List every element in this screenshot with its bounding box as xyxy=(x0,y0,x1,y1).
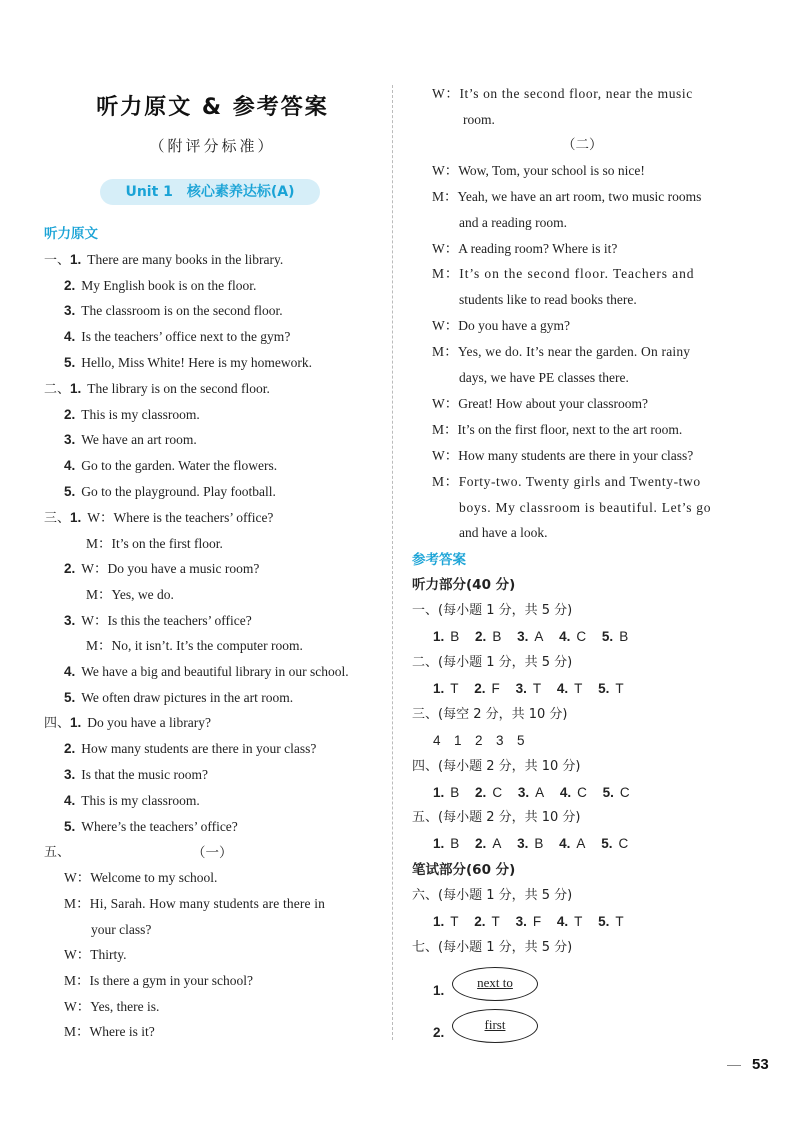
listening-header: 听力原文 xyxy=(44,226,98,242)
dialogue-line: boys. My classroom is beautiful. Let’s go xyxy=(459,500,712,515)
list-item: 3. We have an art room. xyxy=(64,432,197,447)
answer-section-lead: 六、(每小题 1 分，共 5 分) xyxy=(412,888,573,903)
part-label: （一） xyxy=(192,845,233,860)
dialogue-line: M：It’s on the first floor. xyxy=(86,536,223,551)
dialogue-line: M：Yes, we do. It’s near the garden. On rainy xyxy=(432,344,691,359)
answer-section-lead: 七、(每小题 1 分，共 5 分) xyxy=(412,940,573,955)
dialogue-line: M：Is there a gym in your school? xyxy=(64,973,253,988)
dialogue-line: W：Welcome to my school. xyxy=(64,870,218,885)
answer-section-lead: 一、(每小题 1 分，共 5 分) xyxy=(412,603,573,618)
dialogue-line: and have a look. xyxy=(459,525,548,540)
answer-section-lead: 二、(每小题 1 分，共 5 分) xyxy=(412,655,573,670)
answer-row: 1. B 2. A 3. B 4. A 5. C xyxy=(433,836,629,851)
list-item: 5. Where’s the teachers’ office? xyxy=(64,819,238,834)
dialogue-line: M：Forty-two. Twenty girls and Twenty-two xyxy=(432,474,701,489)
dialogue-line: M：It’s on the second floor. Teachers and xyxy=(432,266,695,281)
dialogue-line: W：Yes, there is. xyxy=(64,999,160,1014)
writing-part-label: 笔试部分(60 分) xyxy=(412,862,516,878)
dialogue-line: and a reading room. xyxy=(459,215,567,230)
list-item: 4. Is the teachers’ office next to the gym? xyxy=(64,329,291,344)
part-label: （二） xyxy=(562,137,603,152)
answer-row: 1. T 2. F 3. T 4. T 5. T xyxy=(433,681,624,696)
answer-number: 2. xyxy=(433,1025,445,1040)
list-item: 4. Go to the garden. Water the flowers. xyxy=(64,458,278,473)
answer-row: 1. B 2. B 3. A 4. C 5. B xyxy=(433,629,629,644)
section-lead: 五、 xyxy=(44,845,71,860)
page-number-dash xyxy=(727,1065,741,1066)
dialogue-line: W：Wow, Tom, your school is so nice! xyxy=(432,163,645,178)
list-item: 2. How many students are there in your class? xyxy=(64,741,317,756)
dialogue-line: W：Great! How about your classroom? xyxy=(432,396,648,411)
answer-oval: next to xyxy=(452,967,538,1001)
list-item: 3. The classroom is on the second floor. xyxy=(64,303,283,318)
dialogue-line: M：Yes, we do. xyxy=(86,587,174,602)
answer-oval: first xyxy=(452,1009,538,1043)
dialogue-line: room. xyxy=(463,112,495,127)
dialogue-line: W：It’s on the second floor, near the music xyxy=(432,86,693,101)
list-item: 2. This is my classroom. xyxy=(64,407,200,422)
answer-section-lead: 四、(每小题 2 分，共 10 分) xyxy=(412,759,581,774)
answer-section-lead: 三、(每空 2 分，共 10 分) xyxy=(412,707,568,722)
answer-row: 1. B 2. C 3. A 4. C 5. C xyxy=(433,785,630,800)
list-item: 三、1. W：Where is the teachers’ office? xyxy=(44,510,274,526)
list-item: 4. This is my classroom. xyxy=(64,793,200,808)
answer-section-lead: 五、(每小题 2 分，共 10 分) xyxy=(412,810,581,825)
list-item: 四、1. Do you have a library? xyxy=(44,715,211,731)
list-item: 5. Hello, Miss White! Here is my homework. xyxy=(64,355,312,370)
list-item: 2. My English book is on the floor. xyxy=(64,278,257,293)
answer-number: 1. xyxy=(433,983,445,998)
page-subtitle: （附评分标准） xyxy=(149,137,276,155)
dialogue-line: M：It’s on the first floor, next to the art room. xyxy=(432,422,683,437)
list-item: 一、1. There are many books in the library. xyxy=(44,252,284,268)
list-item: 二、1. The library is on the second floor. xyxy=(44,381,270,397)
list-item: 5. Go to the playground. Play football. xyxy=(64,484,276,499)
dialogue-line: M：Hi, Sarah. How many students are there in xyxy=(64,896,326,911)
dialogue-line: days, we have PE classes there. xyxy=(459,370,629,385)
unit-badge: Unit 1 核心素养达标(A) xyxy=(100,179,320,205)
answer-row: 1. T 2. T 3. F 4. T 5. T xyxy=(433,914,624,929)
dialogue-line: W：How many students are there in your class? xyxy=(432,448,694,463)
dialogue-line: students like to read books there. xyxy=(459,292,637,307)
list-item: 3. Is that the music room? xyxy=(64,767,208,782)
list-item: 4. We have a big and beautiful library in our school. xyxy=(64,664,349,679)
listening-part-label: 听力部分(40 分) xyxy=(412,577,516,593)
dialogue-line: M：Yeah, we have an art room, two music rooms xyxy=(432,189,702,204)
dialogue-line: M：No, it isn’t. It’s the computer room. xyxy=(86,638,303,653)
dialogue-line: M：Where is it? xyxy=(64,1024,155,1039)
list-item: 3. W：Is this the teachers’ office? xyxy=(64,613,252,628)
dialogue-line: W：Thirty. xyxy=(64,947,127,962)
answers-header: 参考答案 xyxy=(412,552,466,568)
list-item: 2. W：Do you have a music room? xyxy=(64,561,260,576)
answer-row: 4 1 2 3 5 xyxy=(433,733,525,748)
dialogue-line: W：A reading room? Where is it? xyxy=(432,241,618,256)
page-number: 53 xyxy=(752,1056,769,1073)
dialogue-line: W：Do you have a gym? xyxy=(432,318,570,333)
dialogue-line: your class? xyxy=(91,922,152,937)
column-divider xyxy=(392,85,393,1040)
page-title: 听力原文 & 参考答案 xyxy=(96,95,329,120)
list-item: 5. We often draw pictures in the art room. xyxy=(64,690,294,705)
